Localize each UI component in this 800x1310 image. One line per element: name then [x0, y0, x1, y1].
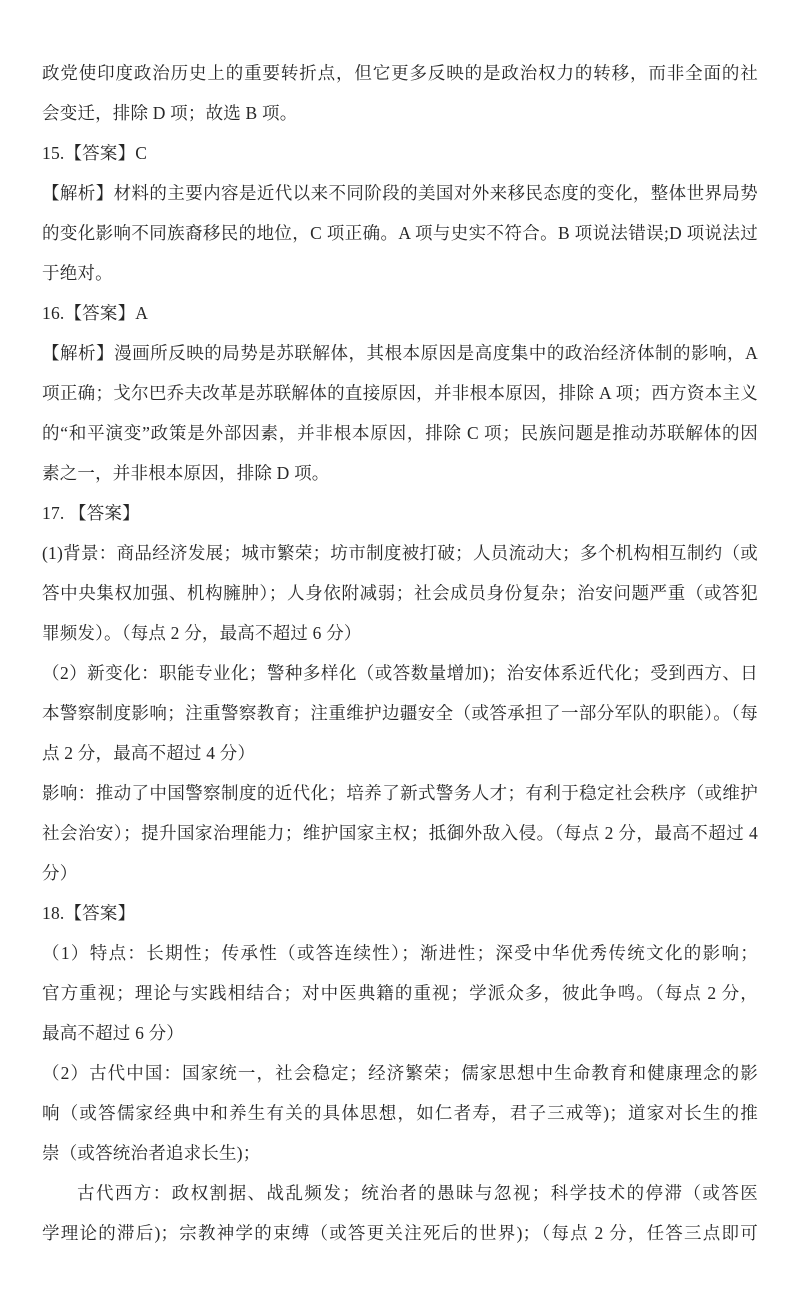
- text-line: 社会治安）；提升国家治理能力；维护国家主权；抵御外敌入侵。（每点 2 分，最高不超过 4: [42, 823, 758, 843]
- text-line: 政党使印度政治历史上的重要转折点，但它更多反映的是政治权力的转移，而非全面的社: [42, 63, 758, 83]
- text-line: （1）特点：长期性；传承性（或答连续性）；渐进性；深受中华优秀传统文化的影响；: [42, 943, 758, 963]
- text-line: 最高不超过 6 分）: [42, 1023, 184, 1043]
- text-line: 影响：推动了中国警察制度的近代化；培养了新式警务人才；有利于稳定社会秩序（或维护: [42, 783, 758, 803]
- text-line: 15.【答案】C: [42, 143, 148, 163]
- text-line: 18.【答案】: [42, 903, 136, 923]
- text-line: 17. 【答案】: [42, 503, 140, 523]
- text-line: 罪频发）。（每点 2 分，最高不超过 6 分）: [42, 623, 362, 643]
- text-line: (1)背景：商品经济发展；城市繁荣；坊市制度被打破；人员流动大；多个机构相互制约（或: [42, 543, 758, 563]
- text-line: 分）: [42, 863, 78, 883]
- text-line: 【解析】漫画所反映的局势是苏联解体，其根本原因是高度集中的政治经济体制的影响，A: [42, 343, 758, 363]
- text-line: 的“和平演变”政策是外部因素，并非根本原因，排除 C 项；民族问题是推动苏联解体的因: [42, 423, 758, 443]
- text-line: 响（或答儒家经典中和养生有关的具体思想，如仁者寿，君子三戒等)；道家对长生的推: [42, 1103, 758, 1123]
- text-line: 会变迁，排除 D 项；故选 B 项。: [42, 103, 298, 123]
- text-line: 本警察制度影响；注重警察教育；注重维护边疆安全（或答承担了一部分军队的职能）。（每: [42, 703, 758, 723]
- text-line: 学理论的滞后)；宗教神学的束缚（或答更关注死后的世界)；（每点 2 分，任答三点即可: [42, 1223, 758, 1243]
- text-line: 项正确；戈尔巴乔夫改革是苏联解体的直接原因，并非根本原因，排除 A 项；西方资本主义: [42, 383, 758, 403]
- text-line: 崇（或答统治者追求长生)；: [42, 1143, 261, 1163]
- text-line: 的变化影响不同族裔移民的地位，C 项正确。A 项与史实不符合。B 项说法错误;D 项说法过: [42, 223, 758, 243]
- text-line: 官方重视；理论与实践相结合；对中医典籍的重视；学派众多，彼此争鸣。（每点 2 分，: [42, 983, 758, 1003]
- text-line: 【解析】材料的主要内容是近代以来不同阶段的美国对外来移民态度的变化，整体世界局势: [42, 183, 758, 203]
- text-line: （2）古代中国：国家统一，社会稳定；经济繁荣；儒家思想中生命教育和健康理念的影: [42, 1063, 758, 1083]
- text-line: 古代西方：政权割据、战乱频发；统治者的愚昧与忽视；科学技术的停滞（或答医: [77, 1183, 758, 1203]
- text-line: 素之一，并非根本原因，排除 D 项。: [42, 463, 330, 483]
- text-line: （2）新变化：职能专业化；警种多样化（或答数量增加)；治安体系近代化；受到西方、日: [42, 663, 758, 683]
- text-line: 点 2 分，最高不超过 4 分）: [42, 743, 256, 763]
- text-line: 答中央集权加强、机构臃肿）；人身依附减弱；社会成员身份复杂；治安问题严重（或答犯: [42, 583, 758, 603]
- text-line: 于绝对。: [42, 263, 113, 283]
- text-line: 16.【答案】A: [42, 303, 149, 323]
